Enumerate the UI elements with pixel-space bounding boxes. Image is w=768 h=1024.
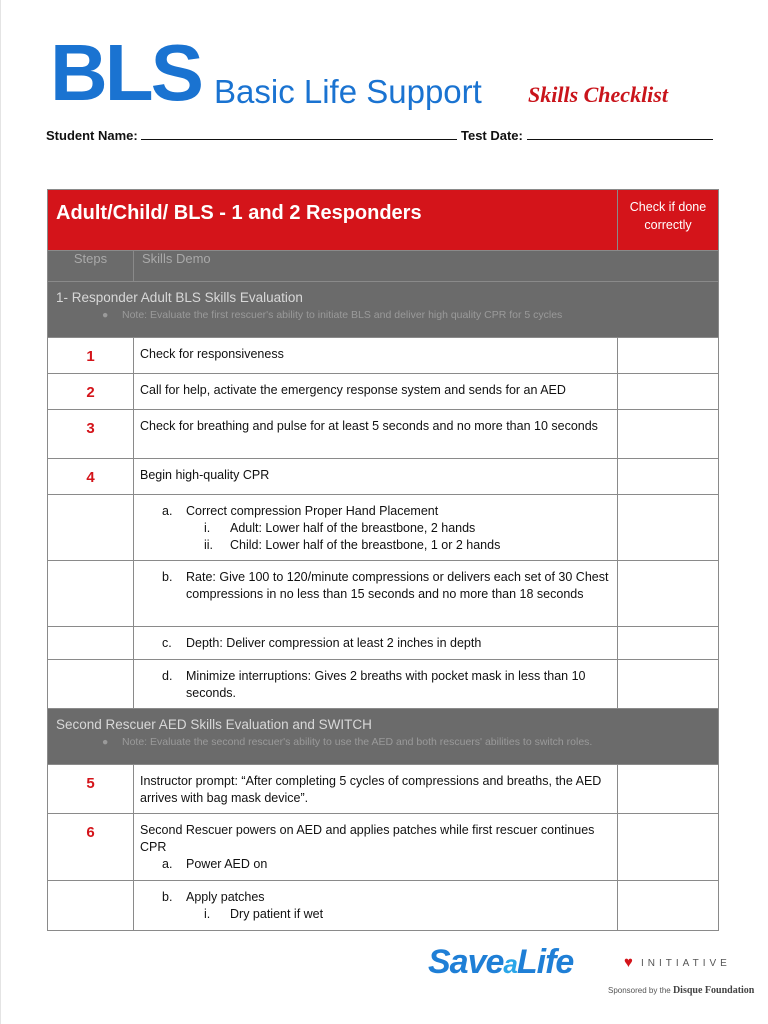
cpr-depth — [134, 627, 618, 660]
sub-sub-item — [140, 537, 609, 554]
check-cell[interactable] — [618, 627, 719, 660]
steps-header: Steps — [48, 251, 134, 282]
sub-text: Depth: Deliver compression at least 2 inches in depth — [186, 636, 482, 650]
check-cell[interactable] — [618, 495, 719, 561]
table-row — [48, 561, 719, 627]
sub-item — [140, 856, 609, 873]
wordmark-life: Life — [516, 943, 574, 981]
check-cell[interactable] — [618, 660, 719, 709]
section-note — [56, 734, 710, 750]
table-row — [48, 374, 719, 410]
sub-text: Rate: Give 100 to 120/minute compressions or delivers each set of 30 Chest compressions in no less than 15 seconds and no more than 18 seconds — [186, 570, 609, 601]
check-cell[interactable] — [618, 410, 719, 459]
sub-text: Power AED on — [186, 857, 268, 871]
section-header-row — [48, 709, 719, 765]
sub-item — [140, 569, 609, 603]
sub-text: Minimize interruptions: Gives 2 breaths with pocket mask in less than 10 seconds. — [186, 669, 586, 700]
apply-patches — [134, 881, 618, 931]
step-number: 3 — [48, 410, 134, 459]
test-date-field[interactable] — [527, 127, 713, 140]
section-note-text: Note: Evaluate the first rescuer's ability to initiate BLS and deliver high quality CPR for 5 cycles — [122, 309, 563, 321]
bls-logo: BLS — [50, 28, 201, 117]
step-text: Begin high-quality CPR — [134, 459, 618, 495]
step6-text: Second Rescuer powers on AED and applies patches while first rescuer continues CPR — [140, 823, 595, 854]
wordmark-a: a — [503, 949, 517, 979]
sub-sub-label: ii. — [204, 538, 214, 552]
table-row — [48, 410, 719, 459]
section-header-cell — [48, 282, 719, 338]
sub-sub-text: Child: Lower half of the breastbone, 1 or 2 hands — [230, 538, 501, 552]
section-title: Second Rescuer AED Skills Evaluation and SWITCH — [56, 717, 372, 732]
student-name-field[interactable] — [141, 127, 457, 140]
check-cell[interactable] — [618, 765, 719, 814]
page-subtitle: Basic Life Support — [214, 73, 482, 110]
sub-sub-label: i. — [204, 521, 211, 535]
sub-item — [140, 503, 609, 520]
sub-label: d. — [162, 669, 173, 683]
check-cell[interactable] — [618, 881, 719, 931]
section-header-cell — [48, 709, 719, 765]
table-row — [48, 765, 719, 814]
sub-label: b. — [162, 890, 173, 904]
save-a-life-wordmark — [428, 940, 573, 986]
bullet-icon: ● — [102, 309, 109, 321]
empty-step-cell — [48, 495, 134, 561]
column-header-row — [48, 251, 719, 282]
step-number: 5 — [48, 765, 134, 814]
cpr-hand-placement — [134, 495, 618, 561]
bullet-icon: ● — [102, 736, 109, 748]
section-note — [56, 307, 710, 323]
table-row — [48, 495, 719, 561]
wordmark-save: Save — [428, 943, 504, 981]
table-title: Adult/Child/ BLS - 1 and 2 Responders — [48, 190, 618, 251]
sub-label: c. — [162, 636, 172, 650]
check-cell[interactable] — [618, 459, 719, 495]
heart-icon: ♥ — [624, 954, 633, 971]
sponsor-line — [608, 985, 754, 996]
step-number: 4 — [48, 459, 134, 495]
sub-item — [140, 889, 609, 906]
skills-checklist-label: Skills Checklist — [528, 82, 668, 107]
check-cell[interactable] — [618, 561, 719, 627]
table-title-row — [48, 190, 719, 251]
sub-sub-text: Dry patient if wet — [230, 907, 324, 921]
page-header — [50, 28, 740, 118]
table-row — [48, 881, 719, 931]
foundation-name: Disque Foundation — [672, 985, 755, 996]
table-row — [48, 814, 719, 881]
sub-text: Apply patches — [186, 890, 265, 904]
sub-text: Correct compression Proper Hand Placement — [186, 504, 439, 518]
check-cell[interactable] — [618, 374, 719, 410]
sub-label: a. — [162, 504, 173, 518]
sub-sub-item — [140, 906, 609, 923]
table-row — [48, 338, 719, 374]
step-number: 1 — [48, 338, 134, 374]
empty-step-cell — [48, 660, 134, 709]
step-text: Check for responsiveness — [134, 338, 618, 374]
sponsor-text: Sponsored by the — [608, 986, 671, 995]
skills-demo-header: Skills Demo — [134, 251, 719, 282]
check-cell[interactable] — [618, 338, 719, 374]
step-text: Check for breathing and pulse for at least 5 seconds and no more than 10 seconds — [134, 410, 618, 459]
check-cell[interactable] — [618, 814, 719, 881]
sub-sub-label: i. — [204, 907, 211, 921]
table-row — [48, 459, 719, 495]
section-header-row — [48, 282, 719, 338]
empty-step-cell — [48, 881, 134, 931]
table-row — [48, 627, 719, 660]
sub-item — [140, 668, 609, 702]
sub-item — [140, 635, 609, 652]
save-a-life-logo — [428, 940, 755, 1000]
table-row — [48, 660, 719, 709]
empty-step-cell — [48, 627, 134, 660]
section-title: 1- Responder Adult BLS Skills Evaluation — [56, 290, 303, 305]
empty-step-cell — [48, 561, 134, 627]
test-date-label: Test Date: — [460, 128, 523, 143]
sub-sub-item — [140, 520, 609, 537]
step-number: 2 — [48, 374, 134, 410]
student-info-row — [46, 127, 726, 143]
step-text — [134, 814, 618, 881]
student-name-label: Student Name: — [46, 128, 138, 143]
sub-label: a. — [162, 857, 173, 871]
check-column-header: Check if done correctly — [618, 190, 719, 251]
skills-table — [47, 189, 719, 931]
step-text: Call for help, activate the emergency response system and sends for an AED — [134, 374, 618, 410]
sub-label: b. — [162, 570, 173, 584]
step-text: Instructor prompt: “After completing 5 cycles of compressions and breaths, the AED arrives with bag mask device”. — [134, 765, 618, 814]
sub-sub-text: Adult: Lower half of the breastbone, 2 hands — [230, 521, 476, 535]
step-number: 6 — [48, 814, 134, 881]
cpr-interruptions — [134, 660, 618, 709]
cpr-rate — [134, 561, 618, 627]
section-note-text: Note: Evaluate the second rescuer's ability to use the AED and both rescuers' abilities to switch roles. — [122, 736, 593, 748]
initiative-text: INITIATIVE — [641, 958, 731, 969]
